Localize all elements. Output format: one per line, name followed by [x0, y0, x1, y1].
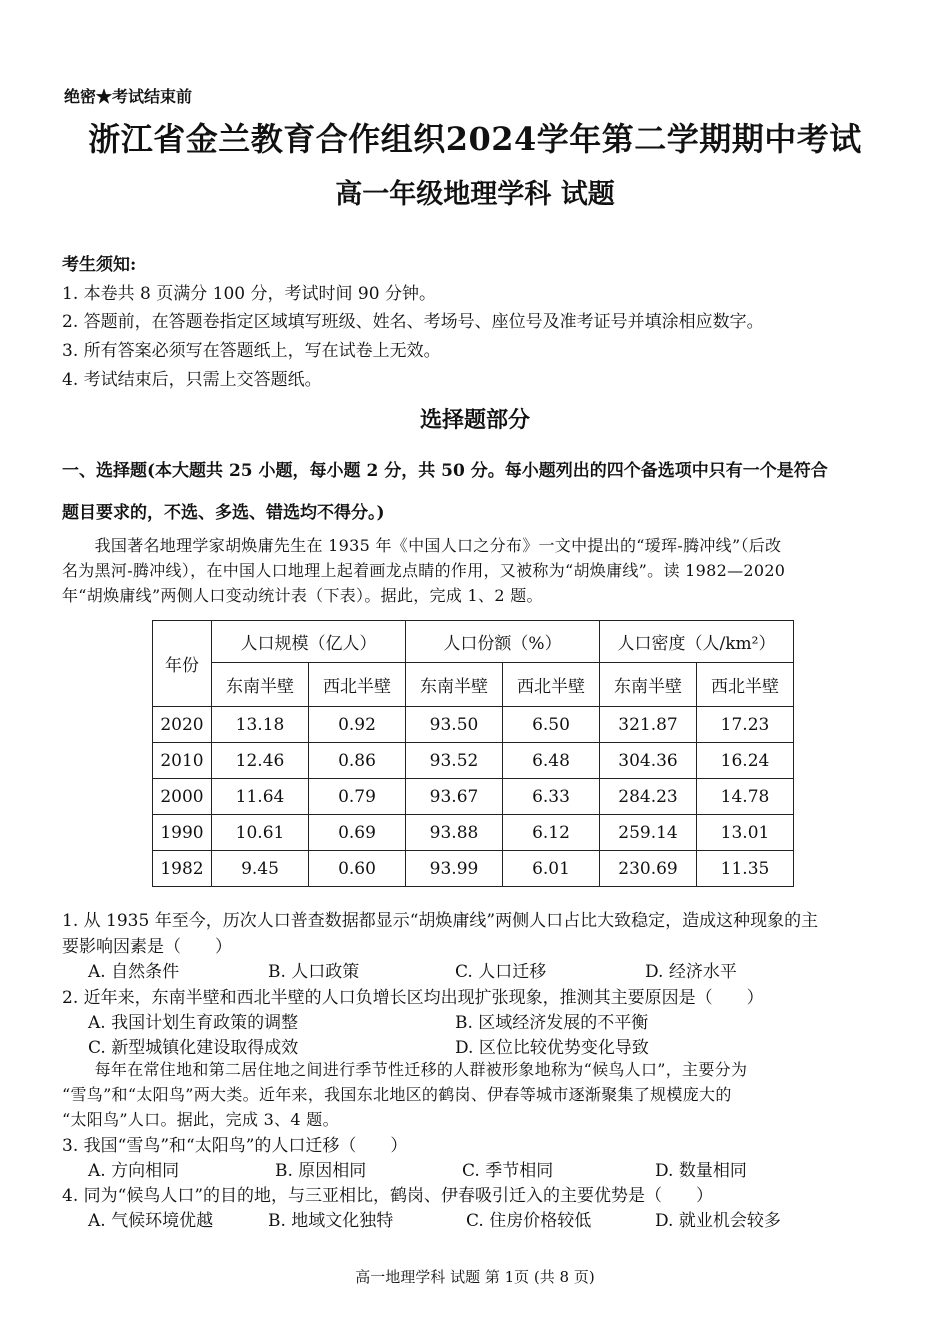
table-cell: 2010	[153, 743, 212, 779]
table-cell: 17.23	[697, 707, 794, 743]
table-row	[153, 815, 794, 851]
question-1-stem: 1. 从 1935 年至今，历次人口普查数据都显示“胡焕庸线”两侧人口占比大致稳定，造成这种现象的主	[62, 911, 819, 931]
question-3-option-a: A. 方向相同	[88, 1161, 180, 1181]
table-cell: 284.23	[600, 779, 697, 815]
table-cell: 0.60	[309, 851, 406, 887]
table-cell: 304.36	[600, 743, 697, 779]
table-group-header: 人口密度（人/km²）	[600, 621, 794, 663]
question-3-option-c: C. 季节相同	[462, 1161, 554, 1181]
question-4-option-b: B. 地域文化独特	[268, 1211, 394, 1231]
table-subheader: 东南半壁	[600, 663, 697, 707]
table-cell: 13.18	[212, 707, 309, 743]
question-4-option-d: D. 就业机会较多	[655, 1211, 781, 1231]
question-1-option-d: D. 经济水平	[645, 962, 737, 982]
table-cell: 6.12	[503, 815, 600, 851]
table-cell: 0.92	[309, 707, 406, 743]
question-4-stem: 4. 同为“候鸟人口”的目的地，与三亚相比，鹤岗、伊春吸引迁入的主要优势是（ ）	[62, 1186, 714, 1206]
question-2-option-c: C. 新型城镇化建设取得成效	[88, 1038, 299, 1058]
table-cell: 11.64	[212, 779, 309, 815]
notes-heading: 考生须知:	[62, 255, 137, 275]
population-table	[152, 620, 794, 887]
part-instructions: 题目要求的，不选、多选、错选均不得分。)	[62, 503, 385, 523]
table-cell: 93.88	[406, 815, 503, 851]
passage-line: 名为黑河-腾冲线），在中国人口地理上起着画龙点睛的作用，又被称为“胡焕庸线”。读 1982—2020	[62, 561, 786, 580]
table-group-header: 人口份额（%）	[406, 621, 600, 663]
table-subheader: 西北半壁	[697, 663, 794, 707]
table-cell: 0.79	[309, 779, 406, 815]
table-cell: 1982	[153, 851, 212, 887]
passage-line: “雪鸟”和“太阳鸟”两大类。近年来，我国东北地区的鹤岗、伊春等城市逐渐聚集了规模庞大的	[62, 1085, 732, 1104]
question-3-stem: 3. 我国“雪鸟”和“太阳鸟”的人口迁移（ ）	[62, 1136, 408, 1156]
question-4-option-a: A. 气候环境优越	[88, 1211, 214, 1231]
question-3-option-d: D. 数量相同	[655, 1161, 747, 1181]
table-cell: 6.01	[503, 851, 600, 887]
table-cell: 9.45	[212, 851, 309, 887]
table-cell: 16.24	[697, 743, 794, 779]
question-1-option-c: C. 人口迁移	[455, 962, 547, 982]
table-cell: 230.69	[600, 851, 697, 887]
table-cell: 2020	[153, 707, 212, 743]
table-cell: 93.67	[406, 779, 503, 815]
note-item: 3. 所有答案必须写在答题纸上，写在试卷上无效。	[62, 341, 441, 361]
table-cell: 93.50	[406, 707, 503, 743]
table-cell: 6.48	[503, 743, 600, 779]
table-row	[153, 851, 794, 887]
note-item: 2. 答题前，在答题卷指定区域填写班级、姓名、考场号、座位号及准考证号并填涂相应数字。	[62, 312, 764, 332]
question-3-option-b: B. 原因相同	[275, 1161, 367, 1181]
table-cell: 12.46	[212, 743, 309, 779]
table-cell: 321.87	[600, 707, 697, 743]
question-1-stem: 要影响因素是（ ）	[62, 937, 232, 957]
table-cell: 0.69	[309, 815, 406, 851]
table-row	[153, 743, 794, 779]
table-cell: 1990	[153, 815, 212, 851]
note-item: 4. 考试结束后，只需上交答题纸。	[62, 370, 322, 390]
table-subheader: 东南半壁	[406, 663, 503, 707]
table-cell: 11.35	[697, 851, 794, 887]
passage-line: 我国著名地理学家胡焕庸先生在 1935 年《中国人口之分布》一文中提出的“瑷珲-腾冲线”（后改	[62, 536, 782, 555]
section-title: 选择题部分	[419, 407, 530, 433]
table-group-header: 人口规模（亿人）	[212, 621, 406, 663]
confidential-label: 绝密★考试结束前	[64, 87, 193, 106]
table-row	[153, 779, 794, 815]
part-instructions: 一、选择题(本大题共 25 小题，每小题 2 分，共 50 分。每小题列出的四个备选项中只有一个是符合	[62, 461, 828, 481]
passage-line: 每年在常住地和第二居住地之间进行季节性迁移的人群被形象地称为“候鸟人口”，主要分为	[62, 1060, 748, 1079]
question-2-option-a: A. 我国计划生育政策的调整	[88, 1013, 299, 1033]
table-cell: 6.50	[503, 707, 600, 743]
question-1-option-b: B. 人口政策	[268, 962, 360, 982]
question-2-option-d: D. 区位比较优势变化导致	[455, 1038, 649, 1058]
table-row	[153, 707, 794, 743]
question-1-option-a: A. 自然条件	[88, 962, 180, 982]
table-header-year: 年份	[153, 621, 212, 707]
note-item: 1. 本卷共 8 页满分 100 分，考试时间 90 分钟。	[62, 284, 436, 304]
table-subheader: 西北半壁	[503, 663, 600, 707]
table-cell: 10.61	[212, 815, 309, 851]
table-cell: 93.52	[406, 743, 503, 779]
page-footer: 高一地理学科 试题 第 1页 (共 8 页)	[355, 1268, 595, 1286]
table-cell: 13.01	[697, 815, 794, 851]
table-cell: 14.78	[697, 779, 794, 815]
table-cell: 259.14	[600, 815, 697, 851]
table-cell: 0.86	[309, 743, 406, 779]
table-subheader: 东南半壁	[212, 663, 309, 707]
table-cell: 2000	[153, 779, 212, 815]
table-cell: 93.99	[406, 851, 503, 887]
exam-title: 浙江省金兰教育合作组织2024学年第二学期期中考试	[88, 120, 862, 158]
question-2-stem: 2. 近年来，东南半壁和西北半壁的人口负增长区均出现扩张现象，推测其主要原因是（ ）	[62, 988, 764, 1008]
table-subheader: 西北半壁	[309, 663, 406, 707]
passage-line: 年“胡焕庸线”两侧人口变动统计表（下表）。据此，完成 1、2 题。	[62, 586, 543, 605]
question-2-option-b: B. 区域经济发展的不平衡	[455, 1013, 649, 1033]
exam-subtitle: 高一年级地理学科 试题	[335, 179, 615, 210]
passage-line: “太阳鸟”人口。据此，完成 3、4 题。	[62, 1110, 339, 1129]
question-4-option-c: C. 住房价格较低	[466, 1211, 592, 1231]
table-cell: 6.33	[503, 779, 600, 815]
